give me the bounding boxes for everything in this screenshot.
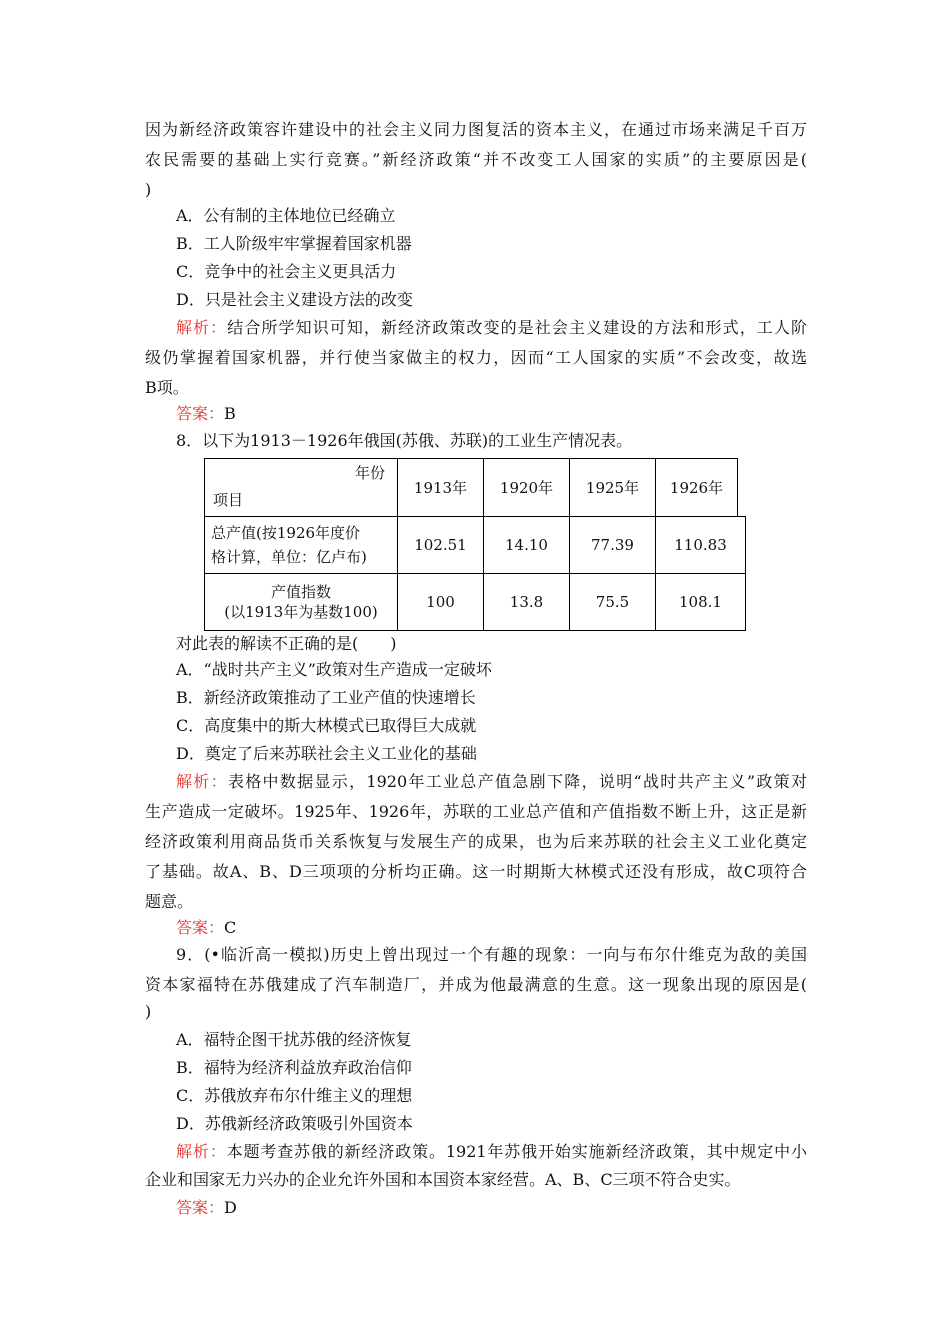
q9-analysis-text-1: 本题考查苏俄的新经济政策。1921年苏俄开始实施新经济政策，其中规定中小 (226, 1142, 807, 1161)
table-cell-index-1920: 13.8 (483, 573, 570, 631)
q7-option-d: D．只是社会主义建设方法的改变 (176, 290, 413, 309)
row-label-index-line-1: 产值指数 (270, 583, 331, 601)
table-cell-index-1913: 100 (397, 573, 484, 631)
q9-stem-line-3: ) (145, 1002, 152, 1021)
row-label-index-line-2: (以1913年为基数100) (224, 603, 378, 621)
q9-option-a: A．福特企图干扰苏俄的经济恢复 (176, 1030, 412, 1049)
q9-option-c: C．苏俄放弃布尔什维主义的理想 (176, 1086, 413, 1105)
q8-answer (176, 918, 236, 940)
corner-label-year: 年份 (354, 464, 385, 482)
table-cell-output-1920: 14.10 (483, 516, 570, 574)
q8-option-d: D．奠定了后来苏联社会主义工业化的基础 (176, 744, 477, 763)
q7-analysis-label: 解析： (176, 318, 228, 337)
table-cell-output-1926: 110.83 (655, 516, 746, 574)
q7-analysis-line-1 (176, 318, 807, 340)
table-cell-index-1926: 108.1 (655, 573, 746, 631)
q8-analysis-text-1: 表格中数据显示，1920年工业总产值急剧下降，说明“战时共产主义”政策对 (227, 772, 807, 791)
q9-option-d: D．苏俄新经济政策吸引外国资本 (176, 1114, 413, 1133)
table-header-year-1925: 1925年 (569, 458, 656, 517)
q9-option-b: B．福特为经济利益放弃政治信仰 (176, 1058, 412, 1077)
q8-stem: 8．以下为1913－1926年俄国(苏俄、苏联)的工业生产情况表。 (176, 431, 633, 450)
q9-answer-value: D (224, 1198, 237, 1217)
table-cell-output-1925: 77.39 (569, 516, 656, 574)
q9-stem-line-1: 9．(•临沂高一模拟)历史上曾出现过一个有趣的现象：一向与布尔什维克为敌的美国 (176, 945, 807, 964)
q8-question: 对此表的解读不正确的是( ) (176, 634, 397, 653)
row-label-output-line-1: 总产值(按1926年度价 (211, 524, 361, 542)
q8-option-a: A．“战时共产主义”政策对生产造成一定破坏 (176, 660, 492, 679)
q8-analysis-line-3: 经济政策利用商品货币关系恢复与发展生产的成果，也为后来苏联的社会主义工业化奠定 (145, 832, 807, 851)
q9-analysis-label: 解析： (176, 1142, 227, 1161)
table-cell-output-1913: 102.51 (397, 516, 484, 574)
q9-answer (176, 1198, 237, 1220)
q9-analysis-line-1 (176, 1142, 807, 1164)
q7-analysis-text-1: 结合所学知识可知，新经济政策改变的是社会主义建设的方法和形式，工人阶 (227, 318, 807, 337)
q8-analysis-line-1 (176, 772, 807, 794)
q7-option-b: B．工人阶级牢牢掌握着国家机器 (176, 234, 412, 253)
q7-answer-label: 答案： (176, 404, 225, 423)
q8-answer-label: 答案： (176, 918, 225, 937)
table-cell-index-1925: 75.5 (569, 573, 656, 631)
q7-stem-line-1: 因为新经济政策容许建设中的社会主义同力图复活的资本主义，在通过市场来满足千百万 (145, 120, 807, 139)
table-header-year-1913: 1913年 (397, 458, 484, 517)
q8-analysis-line-2: 生产造成一定破坏。1925年、1926年，苏联的工业总产值和产值指数不断上升，这正是新 (145, 802, 807, 821)
q7-option-c: C．竞争中的社会主义更具活力 (176, 262, 397, 281)
q7-answer (176, 404, 236, 426)
table-header-year-1926: 1926年 (655, 458, 738, 517)
corner-label-item: 项目 (213, 491, 244, 509)
production-table (204, 458, 746, 631)
table-header-year-1920: 1920年 (483, 458, 570, 517)
q9-analysis-line-2: 企业和国家无力兴办的企业允许外国和本国资本家经营。A、B、C三项不符合史实。 (145, 1170, 741, 1189)
row-label-output-line-2: 格计算，单位：亿卢布) (211, 548, 367, 566)
q7-stem-line-2: 农民需要的基础上实行竞赛。”新经济政策“并不改变工人国家的实质”的主要原因是( (145, 150, 807, 169)
q7-analysis-line-3: B项。 (145, 378, 189, 397)
q9-answer-label: 答案： (176, 1198, 225, 1217)
q7-analysis-line-2: 级仍掌握着国家机器，并行使当家做主的权力，因而“工人国家的实质”不会改变，故选 (145, 348, 807, 367)
q8-option-b: B．新经济政策推动了工业产值的快速增长 (176, 688, 476, 707)
q8-analysis-label: 解析： (176, 772, 228, 791)
q8-analysis-line-5: 题意。 (145, 892, 194, 911)
table-row-label-output (204, 516, 398, 574)
q8-analysis-line-4: 了基础。故A、B、D三项项的分析均正确。这一时期斯大林模式还没有形成，故C项符合 (145, 862, 807, 881)
q7-stem-line-3: ) (145, 180, 152, 199)
q9-stem-line-2: 资本家福特在苏俄建成了汽车制造厂，并成为他最满意的生意。这一现象出现的原因是( (145, 975, 807, 994)
q7-answer-value: B (224, 404, 236, 423)
q8-option-c: C．高度集中的斯大林模式已取得巨大成就 (176, 716, 477, 735)
q8-answer-value: C (224, 918, 237, 937)
table-corner-header (204, 458, 398, 517)
q7-option-a: A．公有制的主体地位已经确立 (176, 206, 396, 225)
table-row-label-index (204, 573, 398, 631)
